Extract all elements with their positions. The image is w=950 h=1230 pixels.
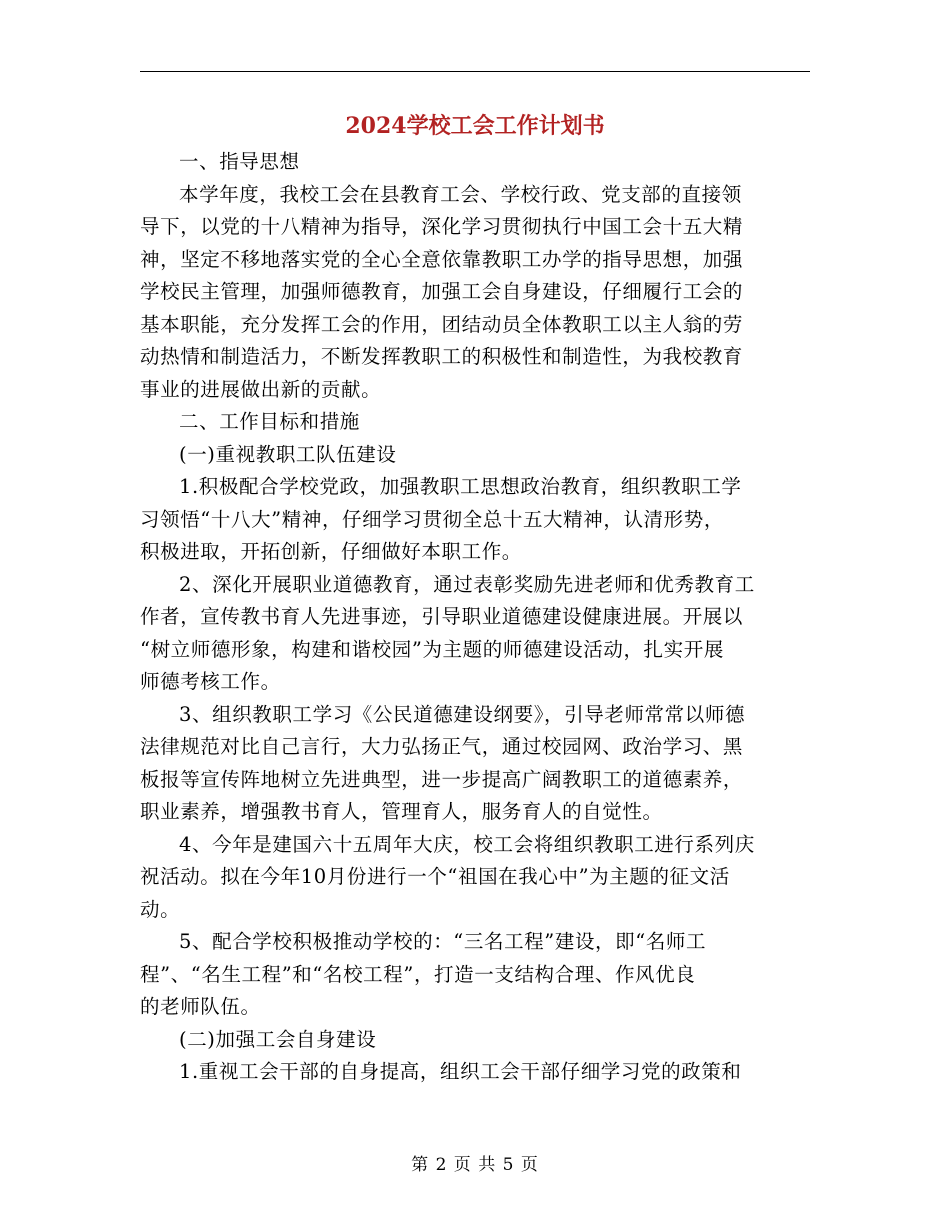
paragraph-line: “树立师德形象，构建和谐校园”为主题的师德建设活动，扎实开展 [140, 637, 724, 661]
paragraph-line: 习领悟“十八大”精神，仔细学习贯彻全总十五大精神，认清形势， [140, 507, 724, 531]
paragraph [140, 406, 810, 439]
paragraph [140, 179, 810, 407]
paragraph [140, 829, 810, 927]
paragraph [140, 1024, 810, 1057]
paragraph-line: (一)重视教职工队伍建设 [179, 442, 397, 466]
paragraph-line: 1.积极配合学校党政，加强教职工思想政治教育，组织教职工学 [179, 475, 742, 498]
paragraph-line: 板报等宣传阵地树立先进典型，进一步提高广阔教职工的道德素养， [140, 767, 744, 791]
paragraph [140, 1056, 810, 1089]
paragraph-line: 1.重视工会干部的自身提高，组织工会干部仔细学习党的政策和 [179, 1060, 742, 1083]
paragraph-line: 积极进取，开拓创新，仔细做好本职工作。 [140, 540, 522, 563]
paragraph-line: 法律规范对比自己言行，大力弘扬正气，通过校园网、政治学习、黑 [140, 735, 744, 758]
paragraph-line: 程”、“名生工程”和“名校工程”，打造一支结构合理、作风优良 [140, 962, 696, 986]
paragraph [140, 569, 810, 699]
paragraph-line: 作者，宣传教书育人先进事迹，引导职业道德建设健康进展。开展以 [140, 605, 744, 628]
paragraph-line: 本学年度，我校工会在县教育工会、学校行政、党支部的直接领 [179, 182, 742, 206]
document-body [140, 146, 810, 1089]
paragraph-line: 师德考核工作。 [140, 670, 281, 693]
paragraph-line: 动热情和制造活力，不断发挥教职工的积极性和制造性，为我校教育 [140, 345, 744, 368]
paragraph-line: 4、今年是建国六十五周年大庆，校工会将组织教职工进行系列庆 [179, 832, 755, 856]
paragraph [140, 146, 810, 179]
paragraph-line: 事业的进展做出新的贡献。 [140, 377, 382, 401]
paragraph-line: 的老师队伍。 [140, 995, 261, 1018]
paragraph-line: 3、组织教职工学习《公民道德建设纲要》，引导老师常常以师德 [179, 702, 746, 726]
paragraph-line: 基本职能，充分发挥工会的作用，团结动员全体教职工以主人翁的劳 [140, 312, 744, 336]
paragraph-line: 动。 [140, 897, 181, 921]
page-footer: 第 2 页 共 5 页 [411, 1155, 539, 1175]
paragraph-line: (二)加强工会自身建设 [179, 1027, 377, 1051]
paragraph-line: 祝活动。拟在今年10月份进行一个“祖国在我心中”为主题的征文活 [140, 865, 730, 888]
paragraph-line: 一、指导思想 [179, 150, 300, 173]
header-rule [140, 71, 810, 72]
document-title: 2024学校工会工作计划书 [345, 113, 605, 139]
paragraph-line: 神，坚定不移地落实党的全心全意依靠教职工办学的指导思想，加强 [140, 247, 744, 271]
paragraph-line: 导下，以党的十八精神为指导，深化学习贯彻执行中国工会十五大精 [140, 215, 744, 238]
paragraph [140, 439, 810, 472]
paragraph [140, 926, 810, 1024]
paragraph-line: 职业素养，增强教书育人，管理育人，服务育人的自觉性。 [140, 800, 663, 823]
paragraph-line: 学校民主管理，加强师德教育，加强工会自身建设，仔细履行工会的 [140, 280, 744, 303]
paragraph-line: 5、配合学校积极推动学校的：“三名工程”建设，即“名师工 [179, 930, 707, 953]
paragraph [140, 471, 810, 569]
paragraph-line: 2、深化开展职业道德教育，通过表彰奖励先进老师和优秀教育工 [179, 572, 755, 596]
paragraph-line: 二、工作目标和措施 [179, 410, 360, 433]
paragraph [140, 699, 810, 829]
